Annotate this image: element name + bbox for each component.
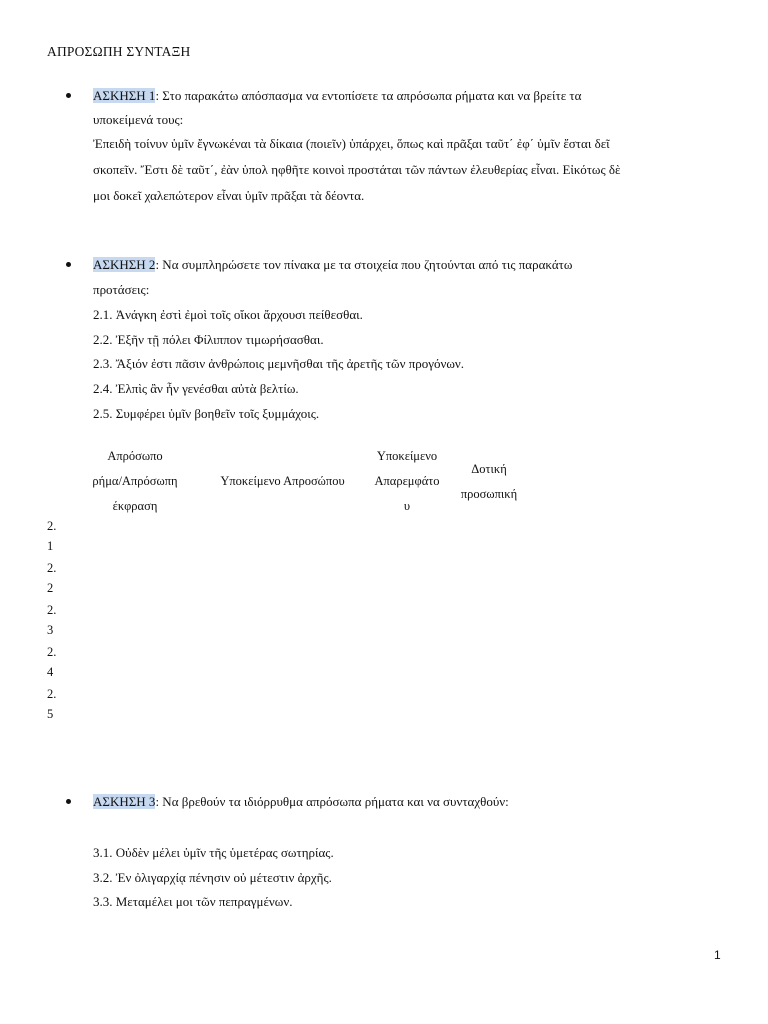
exercise-2-line-1: ΑΣΚΗΣΗ 2: Να συμπληρώσετε τον πίνακα με τα στοιχεία που ζητούνται από τις παρακάτω (93, 257, 573, 272)
exercise-3-label: ΑΣΚΗΣΗ 3 (93, 794, 156, 809)
exercise-1-label: ΑΣΚΗΣΗ 1 (93, 88, 156, 103)
exercise-1-line-1: ΑΣΚΗΣΗ 1: Στο παρακάτω απόσπασμα να εντοπίσετε τα απρόσωπα ρήματα και να βρείτε τα (93, 88, 582, 103)
exercise-2-sentence: 2.3. Ἄξιόν ἐστι πᾶσιν ἀνθρώποις μεμνῆσθαι τῆς ἀρετῆς τῶν προγόνων. (93, 356, 465, 371)
table-header-impersonal-verb: Απρόσωπο ρήμα/Απρόσωπη έκφραση (92, 449, 178, 513)
exercise-1-text-line: μοι δοκεῖ χαλεπώτερον εἶναι ὑμῖν πρᾶξαι τὰ δέοντα. (93, 188, 365, 203)
exercise-3-sentence: 3.2. Ἐν ὀλιγαρχίᾳ πένησιν οὐ μέτεστιν ἀρχῆς. (93, 870, 332, 885)
exercise-2-label: ΑΣΚΗΣΗ 2 (93, 257, 156, 272)
page-number: 1 (714, 948, 721, 962)
exercise-2-sentence: 2.2. Ἐξῆν τῇ πόλει Φίλιππον τιμωρήσασθαι. (93, 332, 324, 347)
table-row-label: 2. 5 (47, 687, 57, 721)
exercise-3-line-1: ΑΣΚΗΣΗ 3: Να βρεθούν τα ιδιόρρυθμα απρόσωπα ρήματα και να συνταχθούν: (93, 794, 509, 809)
table-row-label: 2. 1 (47, 519, 57, 553)
table-row-label: 2. 2 (47, 561, 57, 595)
table-header-subject-of-infinitive: Υποκείμενο Απαρεμφάτο υ (374, 449, 440, 513)
exercise-1-line-2: υποκείμενά τους: (93, 112, 184, 127)
bullet-icon (66, 262, 71, 267)
exercise-1-text-line: Ἐπειδὴ τοίνυν ὑμῖν ἔγνωκέναι τὰ δίκαια (ποιεῖν) ὑπάρχει, ὅπως καὶ πρᾶξαι ταῦτ΄ ἐφ΄ ὑμῖν ἔσται δεῖ (93, 136, 610, 151)
table-row-label: 2. 4 (47, 645, 57, 679)
table-header-subject-of-impersonal: Υποκείμενο Απροσώπου (220, 474, 345, 488)
bullet-icon (66, 93, 71, 98)
table-row-label: 2. 3 (47, 603, 57, 637)
exercise-1-text-line: σκοπεῖν. Ἔστι δὲ ταῦτ΄, ἐὰν ὑπολ ηφθῆτε κοινοὶ προστάται τῶν πάντων ἐλευθερίας εἶναι. Εἰκότως δὲ (93, 162, 621, 177)
exercise-2-line-2: προτάσεις: (93, 282, 150, 297)
exercise-2-sentence: 2.5. Συμφέρει ὑμῖν βοηθεῖν τοῖς ξυμμάχοις. (93, 406, 320, 421)
exercise-2-sentence: 2.4. Ἐλπὶς ἂν ἦν γενέσθαι αὐτὰ βελτίω. (93, 381, 299, 396)
document-title: ΑΠΡΟΣΩΠΗ ΣΥΝΤΑΞΗ (47, 44, 191, 59)
bullet-icon (66, 799, 71, 804)
exercise-3-sentence: 3.1. Οὐδὲν μέλει ὑμῖν τῆς ὑμετέρας σωτηρίας. (93, 845, 334, 860)
exercise-3-sentence: 3.3. Μεταμέλει μοι τῶν πεπραγμένων. (93, 894, 293, 909)
table-header-personal-dative: Δοτική προσωπική (460, 462, 518, 501)
exercise-2-sentence: 2.1. Ἀνάγκη ἐστὶ ἐμοὶ τοῖς οἴκοι ἄρχουσι πείθεσθαι. (93, 307, 363, 322)
